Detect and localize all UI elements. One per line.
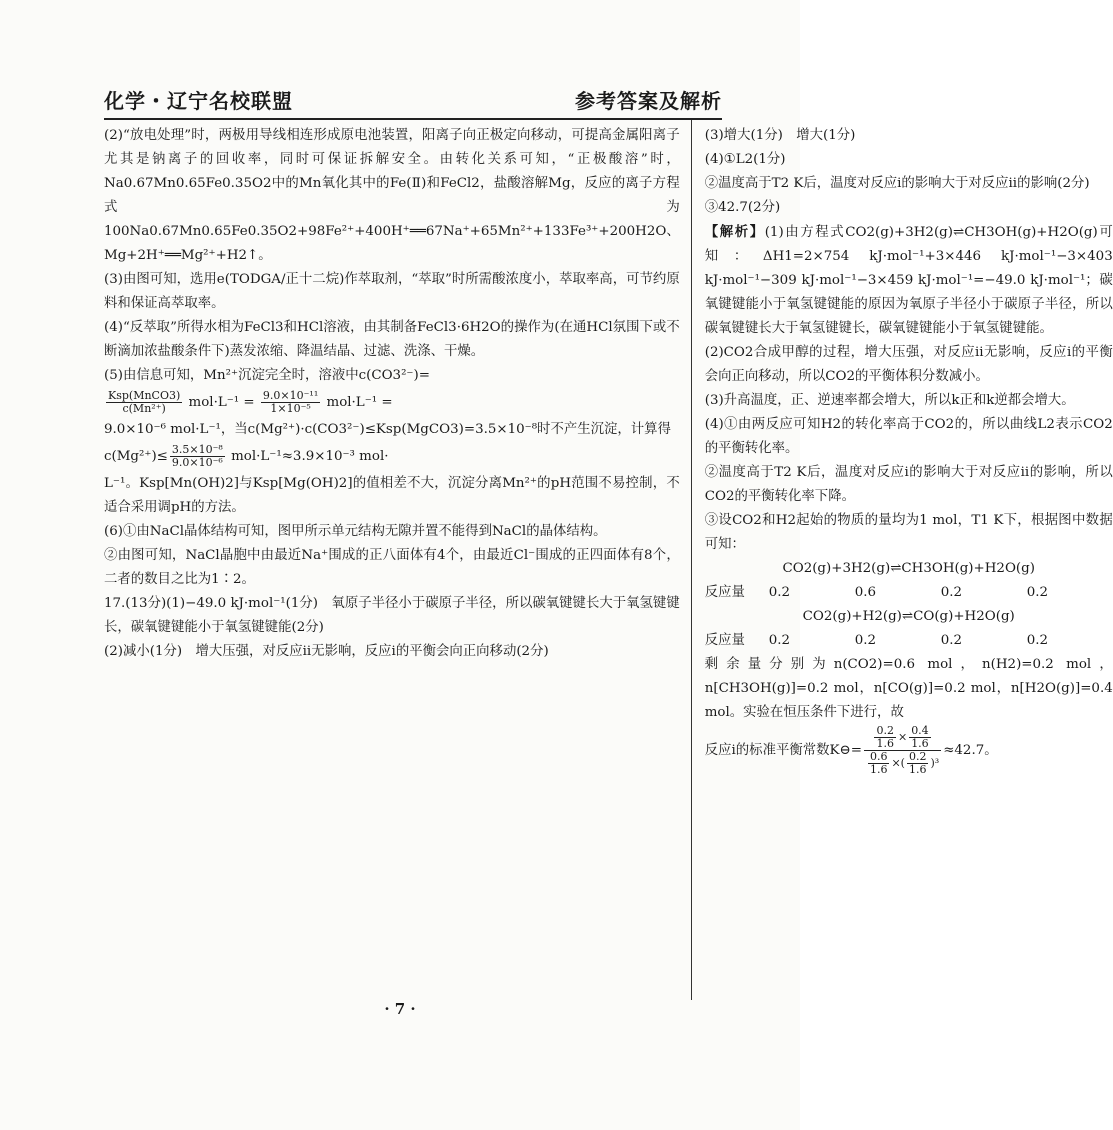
paragraph: (6)①由NaCl晶体结构可知，图甲所示单元结构无隙并置不能得到NaCl的晶体结构。 bbox=[104, 524, 607, 539]
fraction: $\frac{\text{Ksp(MnCO3)}}{\text{c(Mn²⁺)}}$ bbox=[108, 389, 181, 415]
analysis-paragraph: 【解析】(1)由方程式CO2(g)+3H2(g)⇌CH3OH(g)+H2O(g)可知：ΔH1=2×754 kJ·mol⁻¹+3×446 kJ·mol⁻¹−3×403 kJ·mol⁻¹−309 kJ·mol⁻¹−3×459 kJ·mol⁻¹=−49.0 kJ·mol⁻¹；碳氧键键能小于氧氢键键能的原因为氧原子半径小于碳原子半径，所以碳氧键键长大于氧氢键键长，碳氧键键能小于氧氢键键能。 bbox=[704, 224, 1113, 336]
reaction-quantities-1: 反应量 0.2 0.6 0.2 0.2 bbox=[704, 585, 1049, 600]
paragraph: ②由图可知，NaCl晶胞中由最近Na⁺围成的正八面体有4个，由最近Cl⁻围成的正四面体有8个，二者的数目之比为1∶2。 bbox=[104, 548, 680, 587]
paragraph: (3)由图可知，选用e(TODGA/正十二烷)作萃取剂，“萃取”时所需酸浓度小，萃取率高，可节约原料和保证高萃取率。 bbox=[104, 272, 680, 311]
header-subject: 化学・辽宁名校联盟 bbox=[104, 89, 293, 113]
content-columns bbox=[104, 120, 1113, 1000]
fraction: $\frac{\text{9.0×10⁻¹¹}}{\text{1×10⁻⁵}}$ bbox=[262, 389, 319, 415]
reaction-equation-2: CO2(g)+H2(g)⇌CO(g)+H2O(g) bbox=[802, 609, 1015, 624]
paragraph: ③设CO2和H2起始的物质的量均为1 mol，T1 K下，根据图中数据可知： bbox=[704, 513, 1113, 552]
fraction: $\frac{\text{3.5×10⁻⁸}}{\text{9.0×10⁻⁶}}$ bbox=[171, 443, 223, 469]
paragraph: 剩余量分别为n(CO2)=0.6 mol，n(H2)=0.2 mol，n[CH3OH(g)]=0.2 mol，n[CO(g)]=0.2 mol，n[H2O(g)]=0.4 mol。实验在恒压条件下进行，故 bbox=[704, 657, 1113, 720]
left-column bbox=[104, 120, 692, 1000]
paragraph: (2)“放电处理”时，两极用导线相连形成原电池装置，阳离子向正极定向移动，可提高金属阳离子尤其是钠离子的回收率，同时可保证拆解安全。由转化关系可知，“正极酸溶”时，Na0.67Mn0.65Fe0.35O2中的Mn氧化其中的Fe(Ⅱ)和FeCl2，盐酸溶解Mg，反应的离子方程式为100Na0.67Mn0.65Fe0.35O2+98Fe²⁺+400H⁺══67Na⁺+65Mn²⁺+133Fe³⁺+200H2O、Mg+2H⁺══Mg²⁺+H2↑。 bbox=[104, 128, 680, 263]
reaction-quantities-2: 反应量 0.2 0.2 0.2 0.2 bbox=[704, 633, 1049, 648]
equilibrium-constant-formula: 反应i的标准平衡常数K⊖= $\frac{0.2}{1.6}$ × $\frac{0.4}{1.6}$ $\frac{0.6}{1.6}$ ×( $\frac{0.2}{1.6}$ )³ ≈42.7。 bbox=[704, 724, 998, 776]
paragraph: ②温度高于T2 K后，温度对反应i的影响大于对反应ii的影响，所以CO2的平衡转化率下降。 bbox=[704, 465, 1113, 504]
reaction-equation-1: CO2(g)+3H2(g)⇌CH3OH(g)+H2O(g) bbox=[782, 561, 1035, 576]
paragraph: (3)升高温度，正、逆速率都会增大，所以k正和k逆都会增大。 bbox=[704, 393, 1075, 408]
analysis-tag: 【解析】 bbox=[704, 224, 765, 240]
paragraph: L⁻¹。Ksp[Mn(OH)2]与Ksp[Mg(OH)2]的值相差不大，沉淀分离Mn²⁺的pH范围不易控制，不适合采用调pH的方法。 bbox=[104, 476, 680, 515]
page-number: · 7 · bbox=[384, 1000, 416, 1018]
paragraph: (2)减小(1分) 增大压强，对反应ii无影响，反应i的平衡会向正向移动(2分) bbox=[104, 644, 549, 659]
page-header bbox=[104, 84, 722, 120]
paragraph: (4)①由两反应可知H2的转化率高于CO2的，所以曲线L2表示CO2的平衡转化率。 bbox=[704, 417, 1113, 456]
right-column bbox=[692, 120, 1113, 1000]
answer-line: (3)增大(1分) 增大(1分) bbox=[704, 128, 856, 143]
answer-line: ③42.7(2分) bbox=[704, 200, 781, 215]
formula-mg: c(Mg²⁺)≤ $\frac{\text{3.5×10⁻⁸}}{\text{9.0×10⁻⁶}}$ mol·L⁻¹≈3.9×10⁻³ mol· bbox=[104, 443, 389, 469]
paragraph: 17.(13分)(1)−49.0 kJ·mol⁻¹(1分) 氧原子半径小于碳原子半径，所以碳氧键键长大于氧氢键键长，碳氧键键能小于氧氢键键能(2分) bbox=[104, 596, 680, 635]
fraction: $\frac{0.2}{1.6}$ × $\frac{0.4}{1.6}$ $\frac{0.6}{1.6}$ ×( $\frac{0.2}{1.6}$ )³ bbox=[864, 725, 941, 776]
paragraph: 9.0×10⁻⁶ mol·L⁻¹，当c(Mg²⁺)·c(CO3²⁻)≤Ksp(MgCO3)=3.5×10⁻⁸时不产生沉淀，计算得 bbox=[104, 422, 671, 437]
paragraph: (2)CO2合成甲醇的过程，增大压强，对反应ii无影响，反应i的平衡会向正向移动，所以CO2的平衡体积分数减小。 bbox=[704, 345, 1113, 384]
paragraph: (4)“反萃取”所得水相为FeCl3和HCl溶液，由其制备FeCl3·6H2O的操作为(在通HCl氛围下或不断滴加浓盐酸条件下)蒸发浓缩、降温结晶、过滤、洗涤、干燥。 bbox=[104, 320, 680, 359]
paragraph: (5)由信息可知，Mn²⁺沉淀完全时，溶液中c(CO3²⁻)= bbox=[104, 368, 430, 383]
answer-line: (4)①L2(1分) bbox=[704, 152, 786, 167]
answer-line: ②温度高于T2 K后，温度对反应i的影响大于对反应ii的影响(2分) bbox=[704, 176, 1090, 191]
formula-mn: $\frac{\text{Ksp(MnCO3)}}{\text{c(Mn²⁺)}}$ mol·L⁻¹ = $\frac{\text{9.0×10⁻¹¹}}{\text{1×10⁻⁵}}$ mol·L⁻¹ = bbox=[108, 389, 393, 415]
header-section: 参考答案及解析 bbox=[575, 89, 722, 113]
